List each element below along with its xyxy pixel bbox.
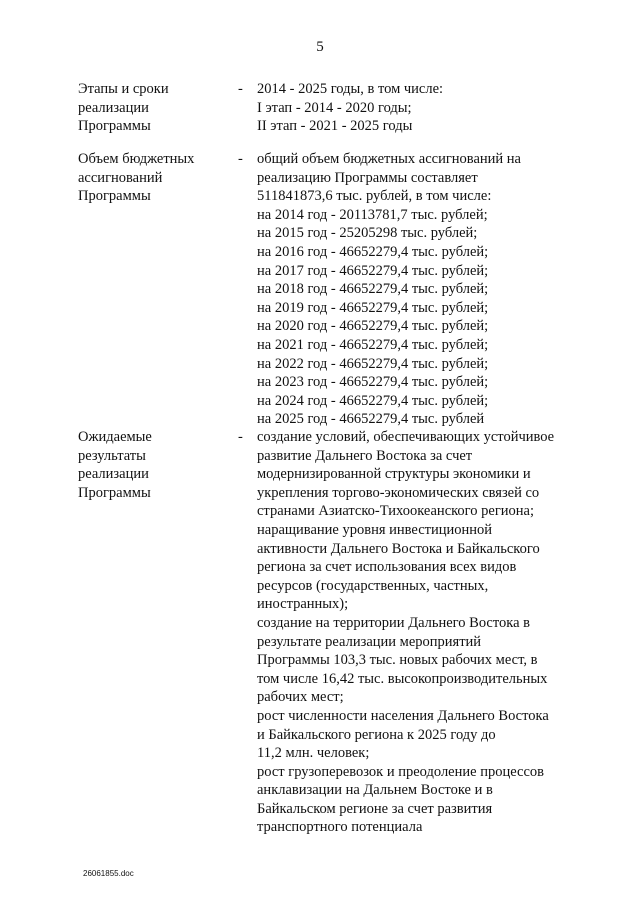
content-line: на 2015 год - 25205298 тыс. рублей; [257,225,478,242]
content-line: Байкальском регионе за счет развития [257,800,493,817]
label-line: Программы [78,484,151,501]
content-line: на 2023 год - 46652279,4 тыс. рублей; [257,374,489,391]
content-line: странами Азиатско-Тихоокеанского региона; [257,503,535,520]
content-line: на 2025 год - 46652279,4 тыс. рублей [257,411,485,428]
content-line: реализацию Программы составляет [257,169,478,186]
content-line: транспортного потенциала [257,819,423,836]
label-line: Этапы и сроки [78,81,169,97]
content-line: II этап - 2021 - 2025 годы [257,118,413,135]
content-line: рабочих мест; [257,689,344,706]
content-line: на 2021 год - 46652279,4 тыс. рублей; [257,336,489,353]
content-line: модернизированной структуры экономики и [257,466,531,483]
content-line: рост численности населения Дальнего Востока [257,707,549,724]
content-line: укрепления торгово-экономических связей со [257,484,540,501]
section-dash: - [238,151,243,167]
label-line: Программы [78,118,151,135]
content-line: анклавизации на Дальнем Востоке и в [257,782,493,799]
content-line: региона за счет использования всех видов [257,559,517,576]
label-line: реализации [78,99,149,116]
label-line: Программы [78,188,151,205]
section-label [78,150,228,206]
content-line: рост грузоперевозок и преодоление процессов [257,763,544,780]
content-line: создание на территории Дальнего Востока в [257,614,530,631]
content-line: на 2017 год - 46652279,4 тыс. рублей; [257,262,489,279]
content-line: на 2016 год - 46652279,4 тыс. рублей; [257,243,489,260]
content-line: I этап - 2014 - 2020 годы; [257,99,412,116]
page-number: 5 [316,39,324,55]
label-line: результаты [78,447,146,464]
content-line: создание условий, обеспечивающих устойчивое [257,429,555,445]
content-line: на 2022 год - 46652279,4 тыс. рублей; [257,355,489,372]
content-line: общий объем бюджетных ассигнований на [257,151,521,167]
section-label [78,428,228,502]
content-line: на 2018 год - 46652279,4 тыс. рублей; [257,281,489,298]
content-line: ресурсов (государственных, частных, [257,577,489,594]
content-line: и Байкальского региона к 2025 году до [257,726,496,743]
section-label [78,80,228,136]
content-line: 11,2 млн. человек; [257,745,370,762]
label-line: ассигнований [78,169,163,186]
section-content [257,150,587,429]
content-line: 2014 - 2025 годы, в том числе: [257,81,444,97]
content-line: результате реализации мероприятий [257,633,482,650]
content-line: 511841873,6 тыс. рублей, в том числе: [257,188,492,205]
label-line: Объем бюджетных [78,151,195,167]
content-line: на 2014 год - 20113781,7 тыс. рублей; [257,206,488,223]
content-line: активности Дальнего Востока и Байкальского [257,540,540,557]
content-line: иностранных); [257,596,349,613]
section-dash: - [238,429,243,445]
label-line: реализации [78,466,149,483]
content-line: Программы 103,3 тыс. новых рабочих мест, в [257,652,538,669]
content-line: развитие Дальнего Востока за счет [257,447,473,464]
content-line: на 2019 год - 46652279,4 тыс. рублей; [257,299,489,316]
section-dash: - [238,81,243,97]
content-line: на 2024 год - 46652279,4 тыс. рублей; [257,392,489,409]
content-line: на 2020 год - 46652279,4 тыс. рублей; [257,318,489,335]
section-content [257,428,587,837]
content-line: наращивание уровня инвестиционной [257,521,493,538]
section-content [257,80,587,136]
file-name-footer: 26061855.doc [83,869,134,878]
content-line: том числе 16,42 тыс. высокопроизводительных [257,670,548,687]
label-line: Ожидаемые [78,429,152,445]
